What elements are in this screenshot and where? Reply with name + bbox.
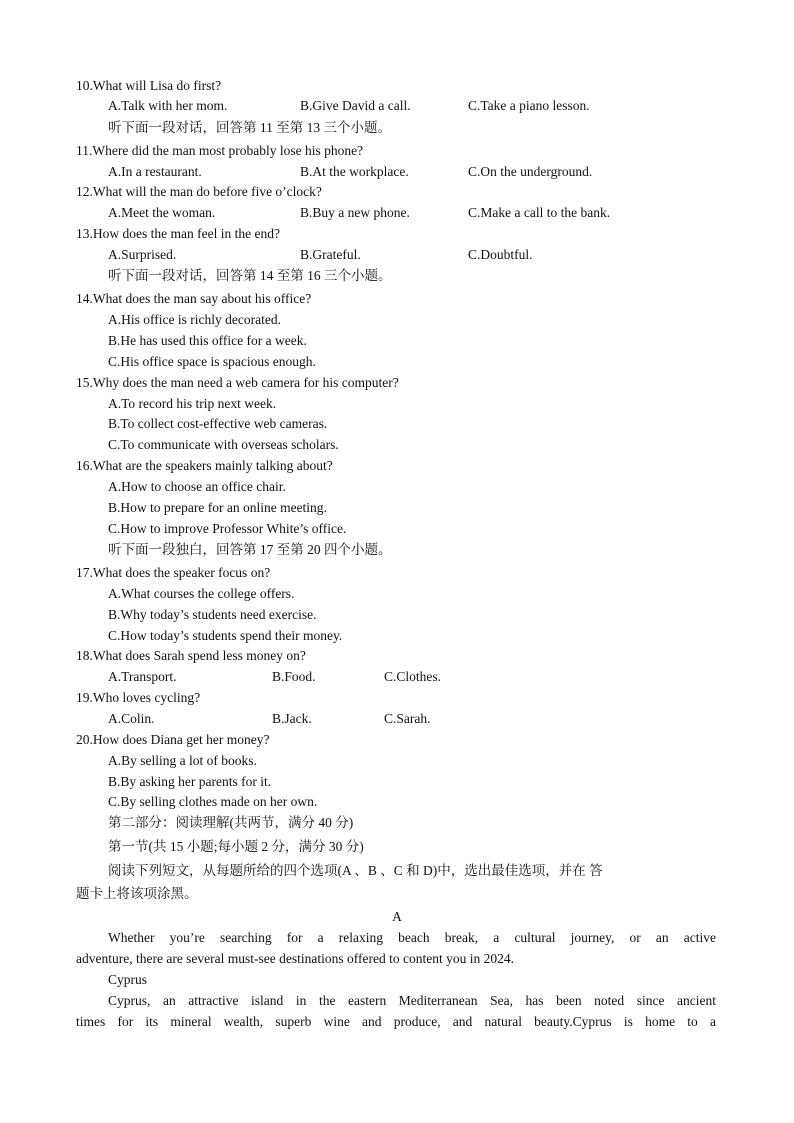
section-instruction-11-13: 听下面一段对话，回答第 11 至第 13 三个小题。 bbox=[108, 120, 391, 135]
q18-option-a: A.Transport. bbox=[108, 669, 177, 684]
q12-option-a: A.Meet the woman. bbox=[108, 205, 216, 220]
passage-paragraph-2-line-2: times for its mineral wealth, superb wine and produce, and natural beauty.Cyprus is home to a bbox=[76, 1014, 716, 1029]
q15-option-a: A.To record his trip next week. bbox=[108, 396, 277, 411]
reading-instruction-line-1: 阅读下列短文，从每题所给的四个选项(A 、B 、C 和 D)中，选出最佳选项，并在 答 bbox=[108, 863, 603, 878]
passage-paragraph-1-line-2: adventure, there are several must-see destinations offered to content you in 2024. bbox=[76, 951, 514, 966]
q16-option-c: C.How to improve Professor White’s office. bbox=[108, 521, 347, 536]
q17-option-b: B.Why today’s students need exercise. bbox=[108, 607, 317, 622]
question-16: 16.What are the speakers mainly talking about? bbox=[76, 458, 333, 473]
q10-option-c: C.Take a piano lesson. bbox=[468, 98, 590, 113]
q15-option-b: B.To collect cost-effective web cameras. bbox=[108, 416, 328, 431]
section-instruction-17-20: 听下面一段独白，回答第 17 至第 20 四个小题。 bbox=[108, 542, 392, 557]
part-two-heading: 第二部分：阅读理解(共两节，满分 40 分) bbox=[108, 815, 354, 830]
q16-option-a: A.How to choose an office chair. bbox=[108, 479, 286, 494]
q20-option-b: B.By asking her parents for it. bbox=[108, 774, 272, 789]
question-10: 10.What will Lisa do first? bbox=[76, 78, 222, 93]
q18-option-b: B.Food. bbox=[272, 669, 316, 684]
question-15: 15.Why does the man need a web camera for his computer? bbox=[76, 375, 399, 390]
question-14: 14.What does the man say about his office? bbox=[76, 291, 312, 306]
q13-option-c: C.Doubtful. bbox=[468, 247, 533, 262]
q12-option-b: B.Buy a new phone. bbox=[300, 205, 410, 220]
cyprus-heading: Cyprus bbox=[108, 972, 148, 987]
q11-option-b: B.At the workplace. bbox=[300, 164, 409, 179]
q11-option-c: C.On the underground. bbox=[468, 164, 593, 179]
q18-option-c: C.Clothes. bbox=[384, 669, 442, 684]
q14-option-c: C.His office space is spacious enough. bbox=[108, 354, 316, 369]
q19-option-c: C.Sarah. bbox=[384, 711, 431, 726]
passage-paragraph-2-line-1: Cyprus, an attractive island in the eastern Mediterranean Sea, has been noted since ancient bbox=[108, 993, 716, 1008]
q13-option-a: A.Surprised. bbox=[108, 247, 177, 262]
q15-option-c: C.To communicate with overseas scholars. bbox=[108, 437, 339, 452]
question-17: 17.What does the speaker focus on? bbox=[76, 565, 271, 580]
q14-option-a: A.His office is richly decorated. bbox=[108, 312, 281, 327]
passage-paragraph-1-line-1: Whether you’re searching for a relaxing beach break, a cultural journey, or an active bbox=[108, 930, 716, 945]
question-19: 19.Who loves cycling? bbox=[76, 690, 201, 705]
question-13: 13.How does the man feel in the end? bbox=[76, 226, 280, 241]
question-18: 18.What does Sarah spend less money on? bbox=[76, 648, 306, 663]
q19-option-b: B.Jack. bbox=[272, 711, 312, 726]
question-20: 20.How does Diana get her money? bbox=[76, 732, 270, 747]
q10-option-b: B.Give David a call. bbox=[300, 98, 411, 113]
passage-label: A bbox=[392, 909, 402, 924]
question-12: 12.What will the man do before five o’clock? bbox=[76, 184, 322, 199]
q17-option-a: A.What courses the college offers. bbox=[108, 586, 295, 601]
q20-option-c: C.By selling clothes made on her own. bbox=[108, 794, 318, 809]
q20-option-a: A.By selling a lot of books. bbox=[108, 753, 257, 768]
q11-option-a: A.In a restaurant. bbox=[108, 164, 202, 179]
reading-instruction-line-2: 题卡上将该项涂黑。 bbox=[76, 886, 198, 901]
q16-option-b: B.How to prepare for an online meeting. bbox=[108, 500, 327, 515]
q14-option-b: B.He has used this office for a week. bbox=[108, 333, 307, 348]
q17-option-c: C.How today’s students spend their money. bbox=[108, 628, 343, 643]
q13-option-b: B.Grateful. bbox=[300, 247, 361, 262]
q12-option-c: C.Make a call to the bank. bbox=[468, 205, 611, 220]
question-11: 11.Where did the man most probably lose his phone? bbox=[76, 143, 364, 158]
q10-option-a: A.Talk with her mom. bbox=[108, 98, 228, 113]
section-one-heading: 第一节(共 15 小题;每小题 2 分，满分 30 分) bbox=[108, 839, 364, 854]
q19-option-a: A.Colin. bbox=[108, 711, 155, 726]
section-instruction-14-16: 听下面一段对话，回答第 14 至第 16 三个小题。 bbox=[108, 268, 392, 283]
